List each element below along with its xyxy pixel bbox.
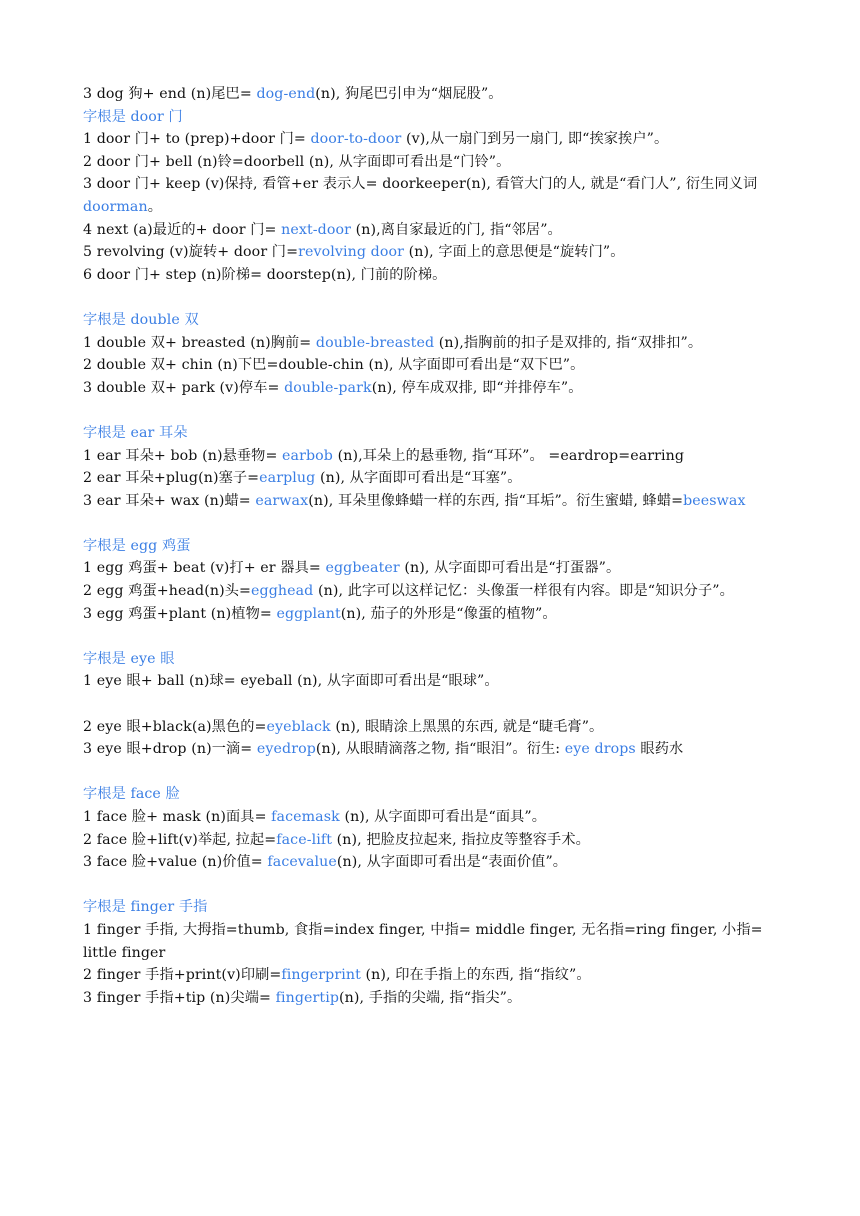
text-segment: (n), 从字面即可看出是“面具”。: [339, 809, 547, 825]
text-segment: (n),耳朵上的悬垂物, 指“耳环”。 =eardrop=earring: [333, 447, 685, 464]
entry-line: [83, 377, 783, 400]
entry-line: [83, 580, 783, 603]
entry-line: [83, 964, 783, 987]
linked-term: eye drops: [564, 741, 636, 758]
text-segment: (n),指胸前的扣子是双排的, 指“双排扣”。: [434, 334, 703, 351]
entry-line: [83, 806, 783, 829]
text-segment: 3 door 门+ keep (v)保持, 看管+er 表示人= doorkeeper(n), 看管大门的人, 就是“看门人”, 衍生同义词: [83, 176, 758, 193]
linked-term: 字根是 finger 手指: [83, 899, 208, 916]
entry-line: [83, 219, 783, 242]
text-segment: 2 ear 耳朵+plug(n)塞子=: [83, 470, 260, 487]
entry-line: [83, 128, 783, 151]
text-segment: (n), 印在手指上的东西, 指“指纹”。: [360, 967, 591, 984]
text-segment: (v),从一扇门到另一扇门, 即“挨家挨户”。: [401, 131, 669, 148]
text-segment: 1 egg 鸡蛋+ beat (v)打+ er 器具=: [83, 560, 326, 577]
linked-term: 字根是 ear 耳朵: [83, 424, 188, 441]
entry-line: [83, 829, 783, 852]
entry-line: [83, 354, 783, 377]
linked-term: facemask: [271, 809, 340, 825]
text-segment: 3 egg 鸡蛋+plant (n)植物=: [83, 605, 277, 622]
entry-line: [83, 670, 783, 693]
entry-line: [83, 467, 783, 490]
blank-line: [83, 399, 783, 422]
blank-line: [83, 874, 783, 897]
linked-term: 字根是 double 双: [83, 311, 199, 328]
linked-term: earplug: [259, 470, 316, 487]
text-segment: (n), 从眼睛滴落之物, 指“眼泪”。衍生:: [315, 741, 565, 758]
text-segment: (n), 茄子的外形是“像蛋的植物”。: [340, 605, 557, 622]
document-body: [83, 83, 783, 1009]
text-segment: (n), 从字面即可看出是“打蛋器”。: [399, 560, 621, 577]
text-segment: (n), 从字面即可看出是“耳塞”。: [315, 470, 522, 487]
text-segment: 2 face 脸+lift(v)举起, 拉起=: [83, 831, 277, 848]
linked-term: double-park: [284, 379, 372, 396]
entry-line: [83, 490, 783, 513]
text-segment: (n), 狗尾巴引申为“烟屁股”。: [315, 86, 503, 102]
linked-term: 字根是 eye 眼: [83, 650, 175, 667]
entry-line: [83, 332, 783, 355]
text-segment: 2 double 双+ chin (n)下巴=double-chin (n), 从字面即可看出是“双下巴”。: [83, 357, 585, 374]
text-segment: 2 egg 鸡蛋+head(n)头=: [83, 583, 252, 600]
linked-term: 字根是 face 脸: [83, 786, 180, 803]
text-segment: 4 next (a)最近的+ door 门=: [83, 221, 282, 238]
linked-term: facevalue: [267, 854, 337, 871]
text-segment: (n), 停车成双排, 即“并排停车”。: [371, 379, 583, 396]
blank-line: [83, 512, 783, 535]
entry-line: [83, 557, 783, 580]
text-segment: 1 ear 耳朵+ bob (n)悬垂物=: [83, 447, 283, 464]
section-heading: [83, 783, 783, 806]
text-segment: 3 dog 狗+ end (n)尾巴=: [83, 86, 257, 102]
text-segment: (n), 手指的尖端, 指“指尖”。: [339, 989, 522, 1006]
entry-line: [83, 603, 783, 626]
section-heading: [83, 309, 783, 332]
entry-line: [83, 738, 783, 761]
linked-term: 字根是 egg 鸡蛋: [83, 537, 191, 554]
blank-line: [83, 693, 783, 716]
blank-line: [83, 625, 783, 648]
linked-term: eggplant: [276, 605, 341, 622]
linked-term: face-lift: [276, 831, 333, 848]
linked-term: eyeblack: [266, 718, 331, 735]
text-segment: 3 face 脸+value (n)价值=: [83, 854, 268, 871]
text-segment: (n), 把脸皮拉起来, 指拉皮等整容手术。: [332, 831, 590, 848]
text-segment: (n),离自家最近的门, 指“邻居”。: [351, 221, 562, 238]
text-segment: (n), 从字面即可看出是“表面价值”。: [336, 854, 568, 871]
text-segment: 2 finger 手指+print(v)印刷=: [83, 967, 282, 984]
entry-line: [83, 987, 783, 1010]
text-segment: 1 door 门+ to (prep)+door 门=: [83, 131, 311, 148]
linked-term: 字根是 door 门: [83, 108, 183, 125]
text-segment: 1 double 双+ breasted (n)胸前=: [83, 334, 316, 351]
linked-term: eggbeater: [325, 560, 400, 577]
linked-term: next-door: [281, 221, 352, 238]
text-segment: 3 eye 眼+drop (n)一滴=: [83, 741, 257, 758]
section-heading: [83, 535, 783, 558]
text-segment: 1 face 脸+ mask (n)面具=: [83, 809, 272, 825]
entry-line: [83, 264, 783, 287]
text-segment: 2 door 门+ bell (n)铃=doorbell (n), 从字面即可看出是“门铃”。: [83, 153, 511, 170]
text-segment: (n), 此字可以这样记忆：头像蛋一样很有内容。即是“知识分子”。: [313, 583, 734, 600]
blank-line: [83, 761, 783, 784]
linked-term: double-breasted: [315, 334, 435, 351]
text-segment: (n), 字面上的意思便是“旋转门”。: [404, 244, 625, 261]
linked-term: earbob: [282, 447, 333, 464]
text-segment: 1 eye 眼+ ball (n)球= eyeball (n), 从字面即可看出是“眼球”。: [83, 673, 499, 690]
linked-term: fingertip: [275, 989, 340, 1006]
entry-line: [83, 716, 783, 739]
text-segment: 3 ear 耳朵+ wax (n)蜡=: [83, 492, 256, 509]
entry-line: [83, 241, 783, 264]
linked-term: earwax: [255, 492, 309, 509]
entry-line: [83, 851, 783, 874]
linked-term: dog-end: [256, 86, 316, 102]
text-segment: (n), 耳朵里像蜂蜡一样的东西, 指“耳垢”。衍生蜜蜡, 蜂蜡=: [308, 492, 684, 509]
entry-line: [83, 83, 783, 106]
text-segment: 。: [147, 198, 162, 215]
entry-line: [83, 445, 783, 468]
text-segment: 5 revolving (v)旋转+ door 门=: [83, 244, 299, 261]
linked-term: eyedrop: [256, 741, 316, 758]
entry-line: [83, 151, 783, 174]
text-segment: (n), 眼睛涂上黑黑的东西, 就是“睫毛膏”。: [330, 718, 604, 735]
entry-line: [83, 919, 783, 964]
blank-line: [83, 286, 783, 309]
entry-line: [83, 173, 783, 218]
text-segment: 眼药水: [635, 741, 684, 758]
linked-term: beeswax: [683, 492, 746, 509]
linked-term: fingerprint: [281, 967, 361, 984]
text-segment: 1 finger 手指, 大拇指=thumb, 食指=index finger, 中指= middle finger, 无名指=ring finger, 小指= little finger: [83, 921, 763, 961]
section-heading: [83, 648, 783, 671]
text-segment: 3 double 双+ park (v)停车=: [83, 379, 285, 396]
section-heading: [83, 106, 783, 129]
linked-term: egghead: [251, 583, 314, 600]
text-segment: 2 eye 眼+black(a)黑色的=: [83, 718, 267, 735]
linked-term: revolving door: [298, 244, 404, 261]
linked-term: door-to-door: [310, 131, 402, 148]
text-segment: 3 finger 手指+tip (n)尖端=: [83, 989, 276, 1006]
text-segment: 6 door 门+ step (n)阶梯= doorstep(n), 门前的阶梯。: [83, 266, 447, 283]
section-heading: [83, 422, 783, 445]
section-heading: [83, 896, 783, 919]
linked-term: doorman: [83, 198, 148, 215]
